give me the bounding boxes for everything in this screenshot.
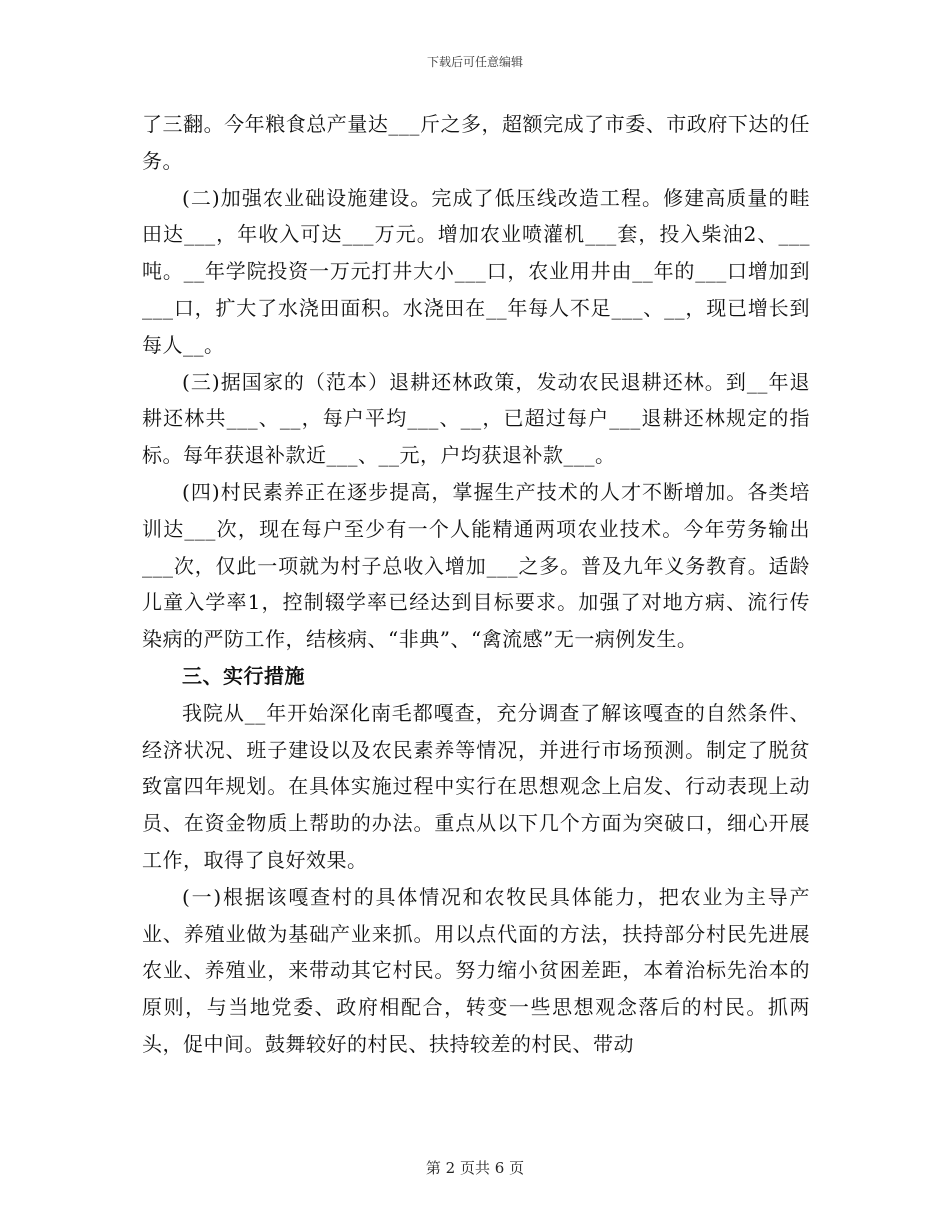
- page-header: 下载后可任意编辑: [426, 55, 523, 69]
- paragraph-measures-intro: 我院从__年开始深化南毛都嘎查，充分调查了解该嘎查的自然条件、经济状况、班子建设以及农民素养等情况，并进行市场预测。制定了脱贫致富四年规划。在具体实施过程中实行在思想观念上启发、行动表现上动员、在资金物质上帮助的办法。重点从以下几个方面为突破口，细心开展工作，取得了良好效果。: [142, 700, 810, 872]
- paragraph-reforestation: (三)据国家的（范本）退耕还林政策，发动农民退耕还林。到__年退耕还林共___、__，每户平均___、__，已超过每户___退耕还林规定的指标。每年获退补款近___、__元，户均获退补款___。: [142, 369, 810, 468]
- document-body: [142, 106, 810, 1063]
- paragraph-villager-quality: (四)村民素养正在逐步提高，掌握生产技术的人才不断增加。各类培训达___次，现在每户至少有一个人能精通两项农业技术。今年劳务输出___次，仅此一项就为村子总收入增加___之多。普及九年义务教育。适龄儿童入学率1，控制辍学率已经达到目标要求。加强了对地方病、流行传染病的严防工作，结核病、“非典”、“禽流感”无一病例发生。: [142, 479, 810, 652]
- paragraph-infrastructure: (二)加强农业础设施建设。完成了低压线改造工程。修建高质量的畦田达___，年收入可达___万元。增加农业喷灌机___套，投入柴油2、___吨。__年学院投资一万元打井大小___口，农业用井由__年的___口增加到___口，扩大了水浇田面积。水浇田在__年每人不足___、__，现已增长到每人__。: [142, 185, 810, 357]
- paragraph-measures-one: (一)根据该嘎查村的具体情况和农牧民具体能力，把农业为主导产业、养殖业做为基础产业来抓。用以点代面的方法，扶持部分村民先进展农业、养殖业，来带动其它村民。努力缩小贫困差距，本着治标先治本的原则，与当地党委、政府相配合，转变一些思想观念落后的村民。抓两头，促中间。鼓舞较好的村民、扶持较差的村民、带动: [142, 884, 810, 1056]
- page-footer: 第 2 页共 6 页: [425, 1159, 525, 1177]
- paragraph-continuation: 了三翻。今年粮食总产量达___斤之多，超额完成了市委、市政府下达的任务。: [142, 112, 810, 173]
- section-heading-measures: 三、实行措施: [182, 663, 305, 688]
